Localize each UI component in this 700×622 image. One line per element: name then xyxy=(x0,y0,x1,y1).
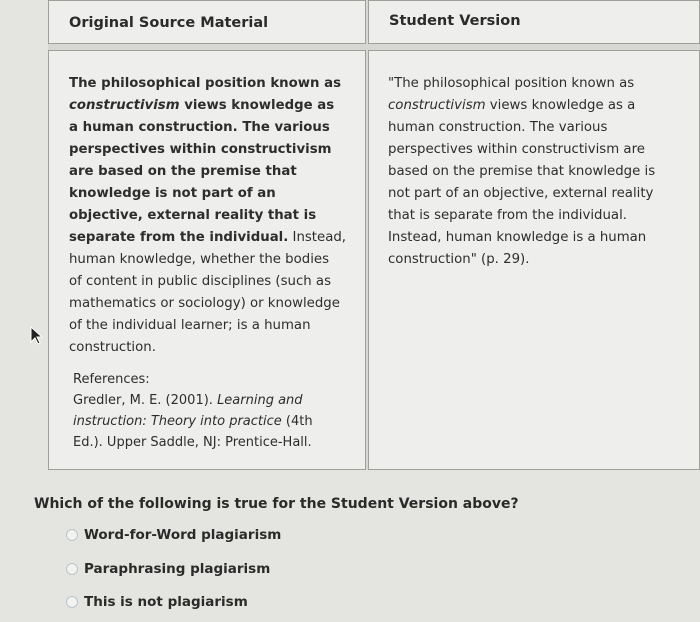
stud-line-7: that is separate from the individual. xyxy=(388,208,627,223)
ref-line-3: Ed.). Upper Saddle, NJ: Prentice-Hall. xyxy=(73,435,312,450)
header-student: Student Version xyxy=(389,13,521,29)
orig-line-8-rest: Instead, xyxy=(288,230,347,245)
ref-line-2-italic: instruction: Theory into practice xyxy=(73,414,282,429)
stud-line-4: perspectives within constructivism are xyxy=(388,142,645,157)
header-cell-student xyxy=(368,0,700,44)
option-label: Paraphrasing plagiarism xyxy=(84,561,271,577)
stud-line-1: "The philosophical position known as xyxy=(388,76,635,91)
header-cell-original xyxy=(48,0,366,44)
ref-line-1: Gredler, M. E. (2001). xyxy=(73,393,218,408)
orig-line-9: human knowledge, whether the bodies xyxy=(69,252,330,267)
orig-line-6: knowledge is not part of an xyxy=(69,186,276,201)
orig-line-8: separate from the individual. xyxy=(69,230,289,245)
ref-line-2: (4th xyxy=(281,414,313,429)
orig-line-1: The philosophical position known as xyxy=(69,76,342,91)
radio-button-icon[interactable] xyxy=(66,563,78,575)
stud-line-9: construction" (p. 29). xyxy=(388,252,530,267)
orig-line-11: mathematics or sociology) or knowledge xyxy=(69,296,340,311)
option-paraphrasing[interactable] xyxy=(66,561,270,577)
orig-line-7: objective, external reality that is xyxy=(69,208,317,223)
header-original: Original Source Material xyxy=(69,15,269,31)
option-label: This is not plagiarism xyxy=(84,594,248,610)
original-source-cell xyxy=(48,50,366,470)
orig-line-5: are based on the premise that xyxy=(69,164,297,179)
radio-button-icon[interactable] xyxy=(66,529,78,541)
question-text: Which of the following is true for the Student Version above? xyxy=(34,496,519,512)
mouse-pointer-icon xyxy=(29,326,45,346)
orig-line-2-term: constructivism xyxy=(69,98,180,113)
stud-line-5: based on the premise that knowledge is xyxy=(388,164,656,179)
orig-line-2: views knowledge as xyxy=(179,98,335,113)
orig-line-4: perspectives within constructivism xyxy=(69,142,332,157)
radio-button-icon[interactable] xyxy=(66,596,78,608)
stud-line-8: Instead, human knowledge is a human xyxy=(388,230,647,245)
stud-line-6: not part of an objective, external reality xyxy=(388,186,654,201)
references-label: References: xyxy=(73,372,150,387)
original-source-text xyxy=(69,73,357,359)
stud-line-2-term: constructivism xyxy=(388,98,486,113)
option-label: Word-for-Word plagiarism xyxy=(84,527,282,543)
stud-line-2: views knowledge as a xyxy=(485,98,636,113)
option-word-for-word[interactable] xyxy=(66,527,281,543)
student-version-cell xyxy=(368,50,700,470)
orig-line-3: a human construction. The various xyxy=(69,120,330,135)
comparison-table xyxy=(48,0,700,470)
references xyxy=(73,369,343,453)
stud-line-3: human construction. The various xyxy=(388,120,608,135)
student-version-text xyxy=(388,73,698,271)
ref-line-1-italic: Learning and xyxy=(217,393,303,408)
orig-line-12: of the individual learner; is a human xyxy=(69,318,311,333)
orig-line-10: of content in public disciplines (such as xyxy=(69,274,332,289)
option-not-plagiarism[interactable] xyxy=(66,594,248,610)
orig-line-13: construction. xyxy=(69,340,156,355)
